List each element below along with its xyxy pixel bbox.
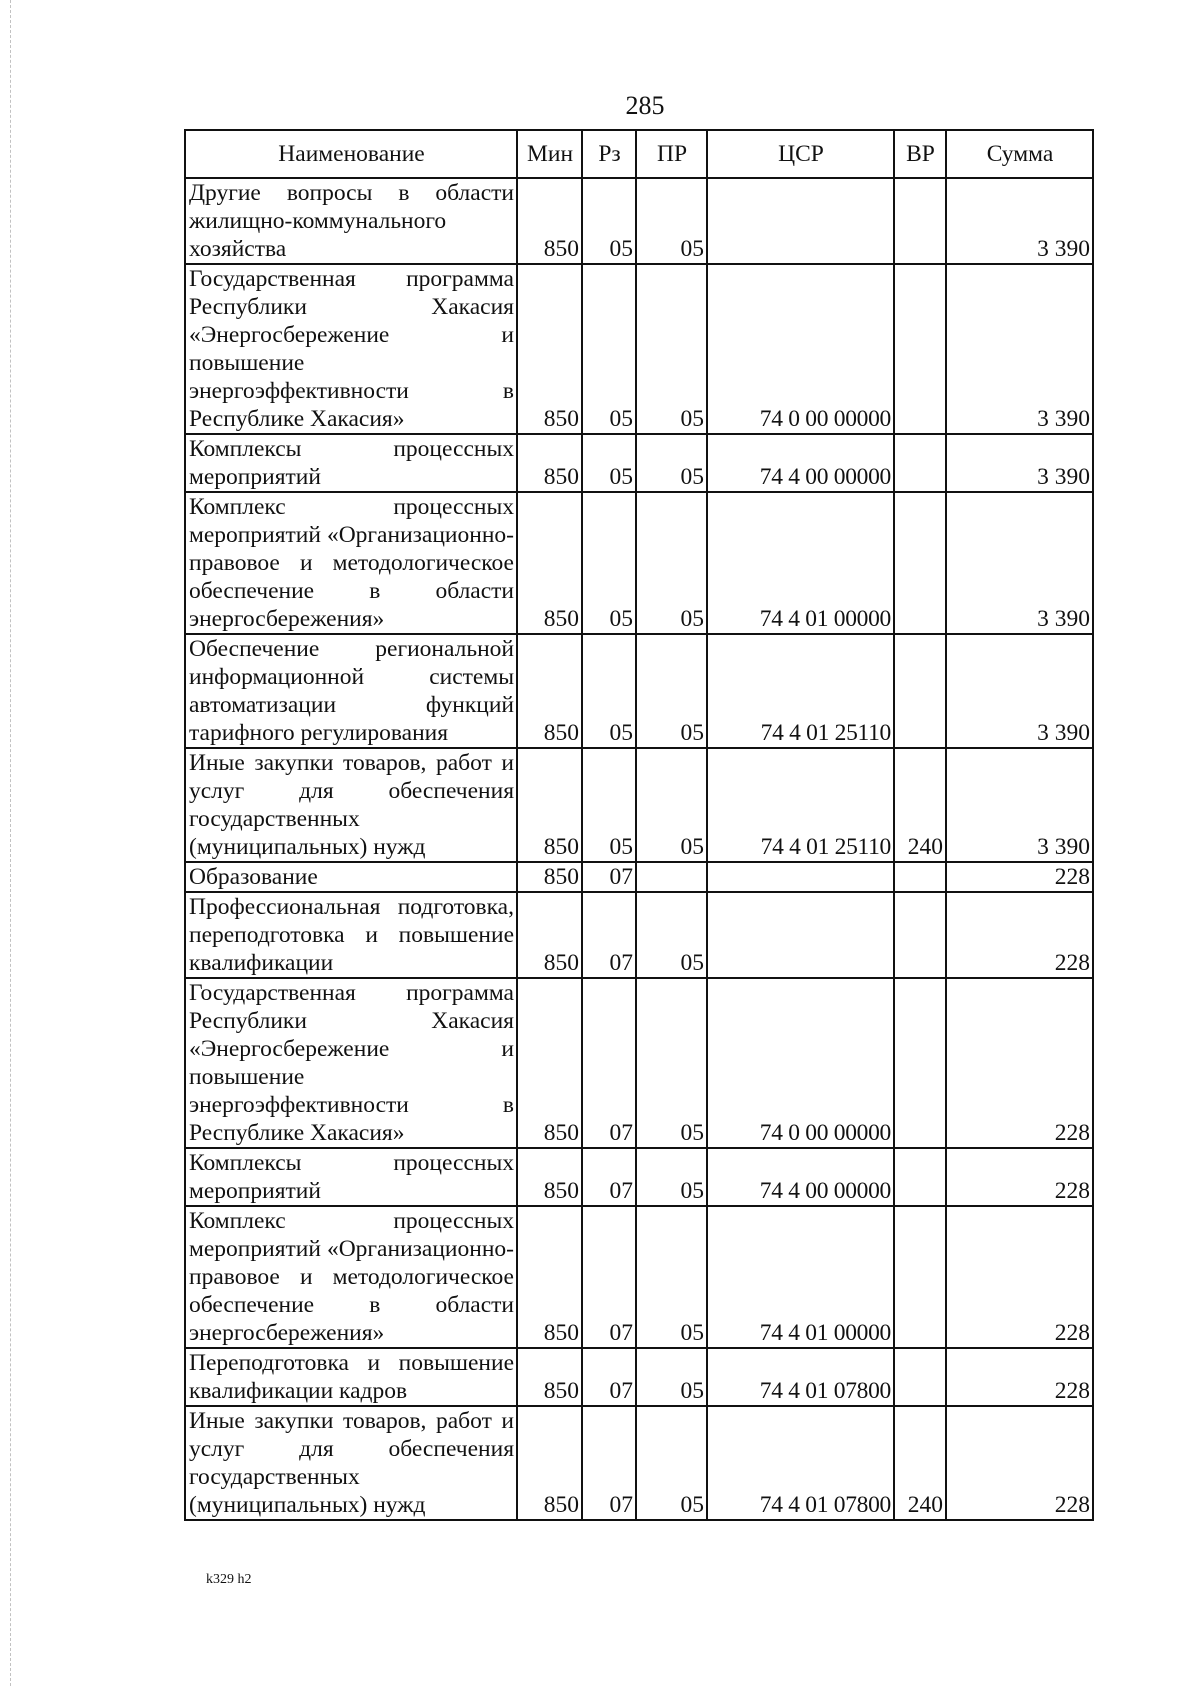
header-csr: ЦСР [707, 130, 894, 178]
row-min: 850 [517, 862, 582, 892]
row-sum: 228 [946, 1406, 1093, 1520]
row-csr: 74 4 01 00000 [707, 492, 894, 634]
row-rz: 05 [582, 434, 636, 492]
row-vr [894, 634, 946, 748]
row-pr: 05 [636, 264, 707, 434]
row-csr: 74 0 00 00000 [707, 264, 894, 434]
row-sum: 228 [946, 1148, 1093, 1206]
row-pr [636, 862, 707, 892]
row-vr [894, 978, 946, 1148]
header-sum: Сумма [946, 130, 1093, 178]
table-row [185, 862, 1093, 892]
header-pr: ПР [636, 130, 707, 178]
row-sum: 228 [946, 1348, 1093, 1406]
row-rz: 05 [582, 178, 636, 264]
row-name: Комплекс процессных мероприятий «Организационно-правовое и методологическое обеспечение в области энергосбережения» [185, 1206, 517, 1348]
row-name: Государственная программа Республики Хакасия «Энергосбережение и повышение энергоэффективности в Республике Хакасия» [185, 978, 517, 1148]
row-sum: 228 [946, 862, 1093, 892]
row-min: 850 [517, 1148, 582, 1206]
row-min: 850 [517, 892, 582, 978]
row-rz: 05 [582, 634, 636, 748]
table-row [185, 1148, 1093, 1206]
row-vr [894, 862, 946, 892]
row-rz: 05 [582, 264, 636, 434]
row-csr: 74 0 00 00000 [707, 978, 894, 1148]
row-min: 850 [517, 434, 582, 492]
table-row [185, 748, 1093, 862]
row-name: Иные закупки товаров, работ и услуг для обеспечения государственных (муниципальных) нужд [185, 1406, 517, 1520]
row-vr: 240 [894, 1406, 946, 1520]
row-name: Переподготовка и повышение квалификации кадров [185, 1348, 517, 1406]
row-vr: 240 [894, 748, 946, 862]
row-sum: 228 [946, 1206, 1093, 1348]
row-pr: 05 [636, 1206, 707, 1348]
row-sum: 3 390 [946, 748, 1093, 862]
row-name: Комплексы процессных мероприятий [185, 1148, 517, 1206]
page-number: 285 [625, 91, 665, 120]
row-rz: 07 [582, 978, 636, 1148]
row-csr: 74 4 01 07800 [707, 1348, 894, 1406]
footer-code: k329 h2 [206, 1572, 252, 1587]
header-rz: Рз [582, 130, 636, 178]
row-pr: 05 [636, 1406, 707, 1520]
row-sum: 228 [946, 892, 1093, 978]
table-row [185, 434, 1093, 492]
budget-table [184, 129, 1094, 1521]
row-sum: 3 390 [946, 264, 1093, 434]
row-min: 850 [517, 492, 582, 634]
row-min: 850 [517, 748, 582, 862]
row-pr: 05 [636, 748, 707, 862]
row-sum: 3 390 [946, 492, 1093, 634]
row-vr [894, 1148, 946, 1206]
row-name: Комплексы процессных мероприятий [185, 434, 517, 492]
row-rz: 07 [582, 1148, 636, 1206]
row-rz: 07 [582, 1406, 636, 1520]
table-row [185, 1348, 1093, 1406]
row-min: 850 [517, 978, 582, 1148]
table-row [185, 178, 1093, 264]
row-name: Обеспечение региональной информационной системы автоматизации функций тарифного регулирования [185, 634, 517, 748]
table-row [185, 892, 1093, 978]
row-pr: 05 [636, 1348, 707, 1406]
row-rz: 05 [582, 492, 636, 634]
row-min: 850 [517, 178, 582, 264]
row-csr [707, 892, 894, 978]
row-vr [894, 434, 946, 492]
table-row [185, 492, 1093, 634]
row-pr: 05 [636, 634, 707, 748]
row-csr: 74 4 01 07800 [707, 1406, 894, 1520]
row-pr: 05 [636, 492, 707, 634]
row-vr [894, 1206, 946, 1348]
table-row [185, 634, 1093, 748]
table-row [185, 1406, 1093, 1520]
row-name: Комплекс процессных мероприятий «Организационно-правовое и методологическое обеспечение в области энергосбережения» [185, 492, 517, 634]
row-name: Государственная программа Республики Хакасия «Энергосбережение и повышение энергоэффективности в Республике Хакасия» [185, 264, 517, 434]
row-csr: 74 4 00 00000 [707, 434, 894, 492]
row-sum: 3 390 [946, 434, 1093, 492]
row-pr: 05 [636, 434, 707, 492]
row-rz: 07 [582, 892, 636, 978]
row-name: Другие вопросы в области жилищно-коммунального хозяйства [185, 178, 517, 264]
header-vr: ВР [894, 130, 946, 178]
table-header-row [185, 130, 1093, 178]
header-name: Наименование [185, 130, 517, 178]
row-name: Профессиональная подготовка, переподготовка и повышение квалификации [185, 892, 517, 978]
row-pr: 05 [636, 978, 707, 1148]
header-min: Мин [517, 130, 582, 178]
row-pr: 05 [636, 1148, 707, 1206]
row-sum: 3 390 [946, 634, 1093, 748]
row-name: Образование [185, 862, 517, 892]
row-name: Иные закупки товаров, работ и услуг для обеспечения государственных (муниципальных) нужд [185, 748, 517, 862]
row-rz: 07 [582, 1206, 636, 1348]
row-csr [707, 178, 894, 264]
row-min: 850 [517, 1206, 582, 1348]
row-vr [894, 264, 946, 434]
row-pr: 05 [636, 892, 707, 978]
row-rz: 05 [582, 748, 636, 862]
row-csr: 74 4 00 00000 [707, 1148, 894, 1206]
row-min: 850 [517, 1406, 582, 1520]
row-min: 850 [517, 264, 582, 434]
row-sum: 228 [946, 978, 1093, 1148]
scan-edge-line [10, 0, 11, 1686]
row-csr [707, 862, 894, 892]
row-vr [894, 892, 946, 978]
row-vr [894, 178, 946, 264]
table-row [185, 264, 1093, 434]
row-min: 850 [517, 1348, 582, 1406]
table-row [185, 1206, 1093, 1348]
table-row [185, 978, 1093, 1148]
row-rz: 07 [582, 862, 636, 892]
row-rz: 07 [582, 1348, 636, 1406]
row-min: 850 [517, 634, 582, 748]
row-csr: 74 4 01 00000 [707, 1206, 894, 1348]
row-vr [894, 1348, 946, 1406]
row-csr: 74 4 01 25110 [707, 748, 894, 862]
row-csr: 74 4 01 25110 [707, 634, 894, 748]
row-vr [894, 492, 946, 634]
row-pr: 05 [636, 178, 707, 264]
row-sum: 3 390 [946, 178, 1093, 264]
